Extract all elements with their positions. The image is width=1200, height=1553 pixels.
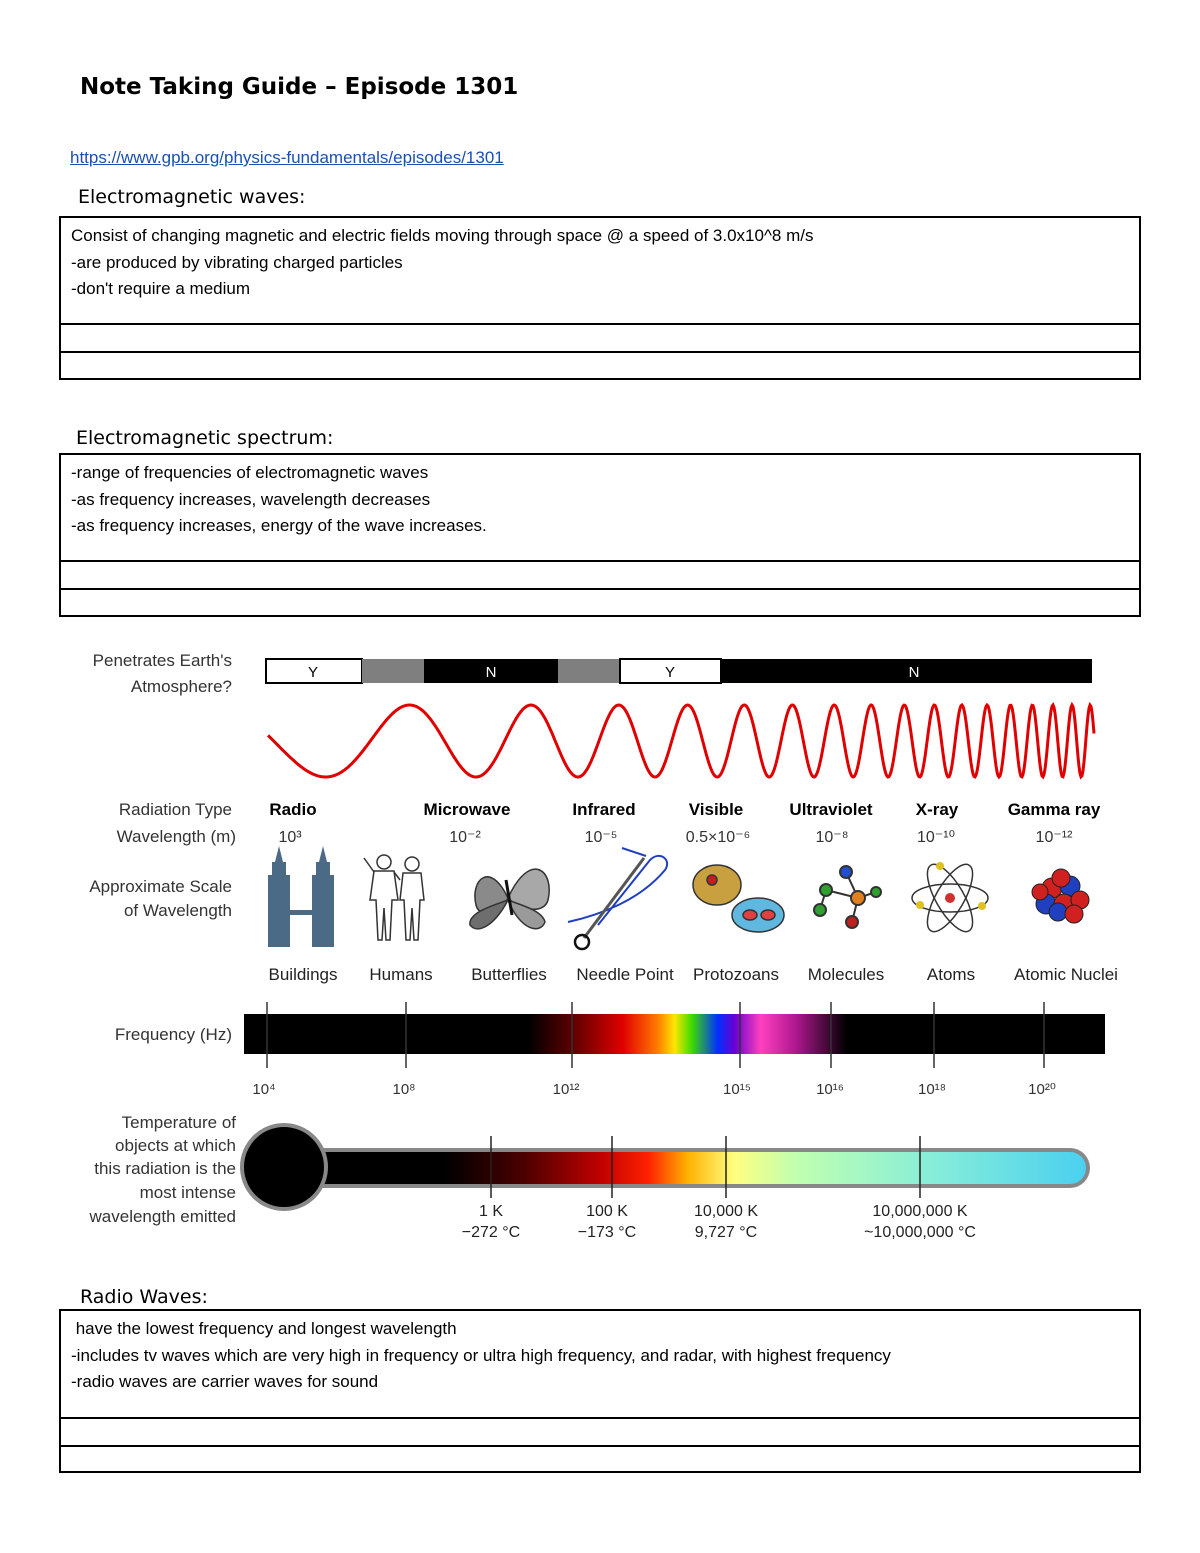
wavelength-infrared: 10⁻⁵ <box>584 829 618 846</box>
radiation-type-ultraviolet: Ultraviolet <box>789 800 873 819</box>
wavelength-xray: 10⁻¹⁰ <box>917 829 955 846</box>
scale-object-atoms: Atoms <box>926 965 976 984</box>
buildings-icon <box>268 846 334 947</box>
scale-label-line2: of Wavelength <box>123 901 232 920</box>
atmosphere-band-label: Y <box>664 664 676 681</box>
frequency-tick-label: 10¹⁶ <box>816 1081 844 1098</box>
atmosphere-band-label: N <box>485 664 497 681</box>
temperature-kelvin: 10,000 K <box>693 1203 759 1220</box>
writing-line <box>61 1417 1139 1419</box>
note-line: -don't require a medium <box>71 279 250 298</box>
temperature-label-line: most intense <box>139 1183 236 1202</box>
scale-object-needle-point: Needle Point <box>576 965 674 984</box>
wavelength-label: Wavelength (m) <box>116 827 236 846</box>
atmosphere-band-partial <box>558 659 620 683</box>
atom-icon <box>912 858 988 938</box>
atmosphere-band-partial <box>362 659 424 683</box>
writing-line <box>61 560 1139 562</box>
note-line: -includes tv waves which are very high in frequency or ultra high frequency, and radar, with highest frequency <box>71 1345 891 1365</box>
frequency-tick-label: 10¹⁵ <box>723 1081 751 1098</box>
writing-line <box>61 351 1139 353</box>
radiation-type-visible: Visible <box>688 800 744 819</box>
scale-label-line1: Approximate Scale <box>89 877 232 896</box>
temperature-celsius: −173 °C <box>577 1224 637 1241</box>
frequency-tick-label: 10⁸ <box>392 1081 416 1098</box>
radiation-type-label: Radiation Type <box>118 800 232 819</box>
temperature-label-line: Temperature of <box>121 1113 236 1132</box>
temperature-label-line: objects at which <box>115 1136 236 1155</box>
section-heading-radio-waves: Radio Waves: <box>80 1286 208 1308</box>
temperature-celsius: ~10,000,000 °C <box>864 1224 976 1241</box>
temperature-celsius: −272 °C <box>461 1224 521 1241</box>
frequency-bar <box>244 1014 1105 1054</box>
writing-line <box>61 1445 1139 1447</box>
atmosphere-band-no <box>721 659 1092 683</box>
atmosphere-band-label: Y <box>307 664 319 681</box>
section-heading-em-spectrum: Electromagnetic spectrum: <box>76 427 334 449</box>
note-line: Consist of changing magnetic and electric fields moving through space @ a speed of 3.0x10^8 m/s <box>71 226 814 245</box>
notes-box-em-waves <box>59 216 1141 380</box>
butterfly-icon <box>470 869 549 929</box>
writing-line <box>61 588 1139 590</box>
thermometer-icon <box>242 1125 1090 1209</box>
wavelength-radio: 10³ <box>278 829 302 846</box>
wavelength-visible: 0.5×10⁻⁶ <box>685 829 751 846</box>
temperature-kelvin: 100 K <box>586 1203 628 1220</box>
atomic-nucleus-icon <box>1032 869 1089 923</box>
note-line: -as frequency increases, energy of the wave increases. <box>71 516 487 535</box>
temperature-label <box>89 1113 237 1226</box>
scale-object-protozoans: Protozoans <box>693 965 779 984</box>
scale-object-butterflies: Butterflies <box>471 965 547 984</box>
notes-text <box>61 1311 1139 1396</box>
writing-line <box>61 323 1139 325</box>
wavelength-gamma: 10⁻¹² <box>1035 829 1073 846</box>
note-line: -as frequency increases, wavelength decreases <box>71 489 431 509</box>
temperature-kelvin: 10,000,000 K <box>872 1203 968 1220</box>
atmosphere-bar <box>266 659 1092 683</box>
scale-object-molecules: Molecules <box>807 965 885 984</box>
temperature-celsius: 9,727 °C <box>694 1224 758 1241</box>
episode-link[interactable]: https://www.gpb.org/physics-fundamentals/episodes/1301 <box>70 148 504 167</box>
wavelength-microwave: 10⁻² <box>449 829 481 846</box>
section-heading-em-waves: Electromagnetic waves: <box>78 186 306 208</box>
temperature-kelvin: 1 K <box>478 1203 504 1220</box>
note-line: -radio waves are carrier waves for sound <box>71 1372 379 1391</box>
note-line: -range of frequencies of electromagnetic waves <box>71 463 429 482</box>
em-spectrum-diagram <box>0 640 1200 1250</box>
scale-object-humans: Humans <box>369 965 433 984</box>
radiation-type-xray: X-ray <box>915 800 959 819</box>
radiation-type-infrared: Infrared <box>572 800 636 819</box>
wave-illustration <box>268 705 1094 777</box>
notes-text <box>61 455 1139 540</box>
frequency-tick-label: 10²⁰ <box>1028 1081 1056 1098</box>
radiation-type-microwave: Microwave <box>423 800 511 819</box>
frequency-tick-label: 10¹⁸ <box>917 1081 947 1098</box>
molecules-icon <box>814 866 881 928</box>
protozoans-icon <box>693 865 784 932</box>
page-title: Note Taking Guide – Episode 1301 <box>80 74 519 100</box>
radiation-type-radio: Radio <box>269 800 317 819</box>
temperature-label-line: this radiation is the <box>94 1159 236 1178</box>
notes-box-radio-waves <box>59 1309 1141 1473</box>
scale-object-atomic-nuclei: Atomic Nuclei <box>1014 965 1118 984</box>
note-line: -are produced by vibrating charged particles <box>71 252 403 272</box>
frequency-tick-label: 10⁴ <box>252 1081 276 1098</box>
atmosphere-label-line2: Atmosphere? <box>130 677 232 696</box>
atmosphere-label-line1: Penetrates Earth's <box>92 651 232 670</box>
frequency-label: Frequency (Hz) <box>114 1025 232 1044</box>
radiation-type-gamma: Gamma ray <box>1007 800 1101 819</box>
atmosphere-band-label: N <box>908 664 920 681</box>
notes-text <box>61 218 1139 303</box>
temperature-label-line: wavelength emitted <box>89 1207 236 1226</box>
scale-object-buildings: Buildings <box>268 965 338 984</box>
notes-box-em-spectrum <box>59 453 1141 617</box>
humans-icon <box>364 855 424 940</box>
note-line: have the lowest frequency and longest wavelength <box>71 1319 457 1338</box>
frequency-tick-label: 10¹² <box>552 1081 580 1098</box>
needle-point-icon <box>568 848 667 949</box>
wavelength-ultraviolet: 10⁻⁸ <box>815 829 849 846</box>
